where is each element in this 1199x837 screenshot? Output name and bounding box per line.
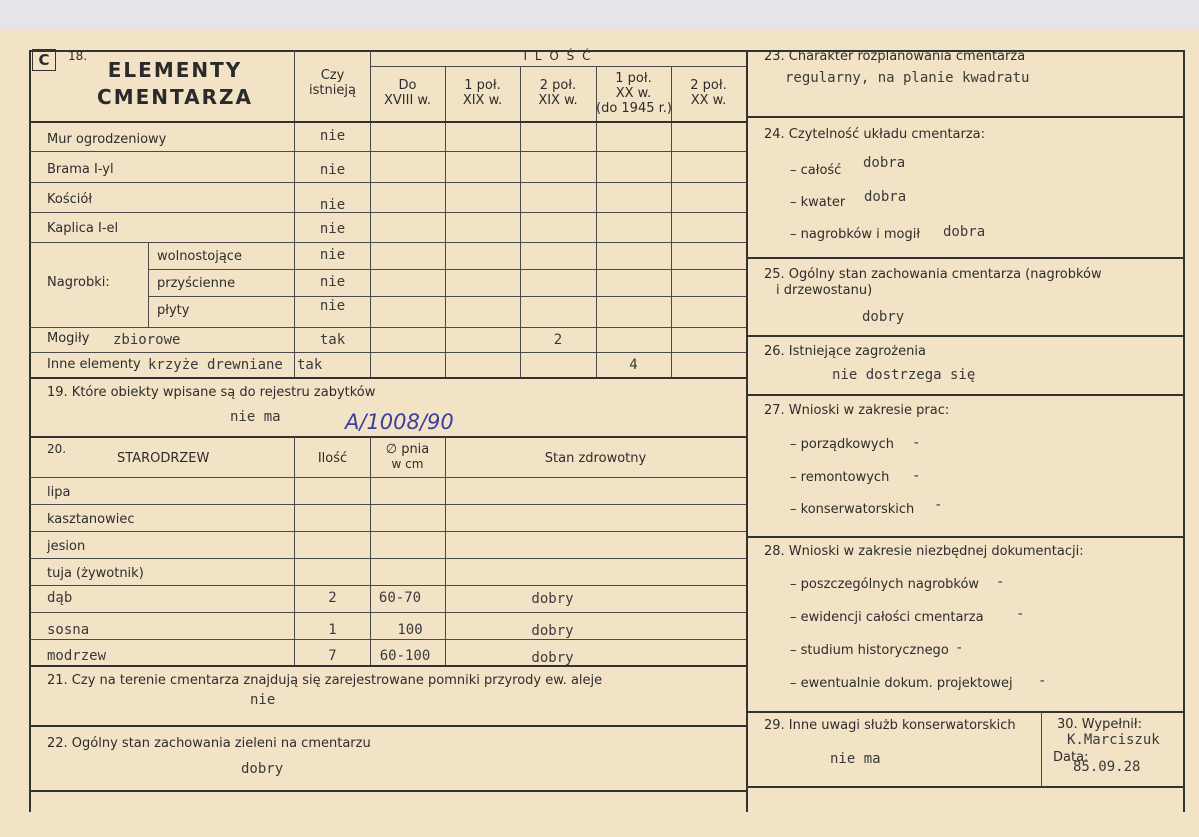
grid-line	[148, 269, 746, 270]
s29-value: nie ma	[830, 751, 881, 767]
s26-label: 26. Istniejące zagrożenia	[764, 344, 926, 359]
grid-line	[29, 182, 746, 183]
grid-line	[746, 257, 1184, 259]
period-header: 2 poł.	[539, 78, 577, 93]
grid-line	[29, 377, 746, 379]
grid-line	[29, 504, 746, 505]
grid-line	[746, 711, 1184, 713]
grid-line	[29, 477, 746, 478]
s20-number: 20.	[47, 442, 67, 456]
s28-item-label: – ewidencji całości cmentarza	[790, 610, 984, 625]
s24-item-value: dobra	[863, 155, 906, 171]
grid-line	[29, 558, 746, 559]
s27-item-value: -	[912, 468, 921, 484]
element-count: 4	[629, 357, 638, 373]
s22-label: 22. Ogólny stan zachowania zieleni na cmentarzu	[47, 736, 371, 751]
grid-line	[29, 639, 746, 640]
grid-line	[29, 531, 746, 532]
element-label: Inne elementy	[47, 357, 141, 372]
element-exists: nie	[319, 274, 346, 290]
s22-value: dobry	[241, 761, 284, 777]
s30-date: 85.09.28	[1073, 759, 1141, 775]
tree-count: 2	[328, 590, 337, 606]
element-sublabel: wolnostojące	[157, 249, 242, 264]
element-sublabel: przyścienne	[157, 276, 236, 291]
frame-left	[29, 50, 31, 812]
grid-line	[29, 436, 746, 438]
s25-label: i drzewostanu)	[776, 283, 873, 298]
s21-label: 21. Czy na terenie cmentarza znajdują się zarejestrowane pomniki przyrody ew. aleje	[47, 673, 603, 688]
element-label: Kaplica I-el	[47, 221, 119, 236]
grid-line	[746, 394, 1184, 396]
period-header: 1 poł.	[464, 78, 501, 93]
element-extra: krzyże drewniane	[148, 357, 283, 373]
s24-item-label: – całość	[790, 163, 842, 178]
ilosc-header: I L O Ś Ć	[523, 49, 593, 63]
s28-item-value: -	[1016, 606, 1025, 622]
grid-line	[29, 612, 746, 613]
s24-label: 24. Czytelność układu cmentarza:	[764, 127, 986, 142]
s20-title: STARODRZEW	[117, 451, 210, 466]
tree-diameter: 60-100	[379, 648, 431, 664]
s28-item-value: -	[996, 574, 1005, 590]
s27-item-value: -	[912, 435, 921, 451]
col-exists-label: Czy	[320, 68, 345, 83]
element-label: Kościół	[47, 192, 93, 207]
frame-middle	[746, 50, 748, 812]
tree-name: lipa	[47, 485, 71, 500]
s27-item-value: -	[934, 497, 943, 513]
grid-line	[29, 585, 746, 586]
section-number: 18.	[68, 49, 88, 63]
grid-line	[29, 212, 746, 213]
element-sublabel: płyty	[157, 303, 190, 318]
s27-item-label: – porządkowych	[790, 437, 894, 452]
tree-name: jesion	[47, 539, 86, 554]
grid-line	[294, 50, 295, 378]
s28-item-value: -	[955, 640, 964, 656]
s24-item-label: – kwater	[790, 195, 846, 210]
period-header: XVIII w.	[383, 93, 431, 108]
element-group-label: Nagrobki:	[47, 275, 110, 290]
grid-line	[29, 151, 746, 152]
grid-line	[746, 116, 1184, 118]
grid-line	[148, 242, 149, 328]
tree-state: dobry	[531, 591, 574, 607]
tree-name: kasztanowiec	[47, 512, 135, 527]
s24-item-label: – nagrobków i mogił	[790, 227, 921, 242]
grid-line	[29, 242, 746, 243]
element-exists: nie	[319, 247, 346, 263]
grid-line	[445, 66, 446, 378]
s30-name: K.Marciszuk	[1067, 732, 1160, 748]
grid-line	[746, 335, 1184, 337]
tree-name: sosna	[47, 622, 90, 638]
period-header: 2 poł.	[690, 78, 727, 93]
s27-label: 27. Wnioski w zakresie prac:	[764, 403, 950, 418]
element-exists: tak	[319, 332, 346, 348]
tree-diameter: 100	[397, 622, 423, 638]
card-code-box: C	[32, 49, 56, 71]
tree-state: dobry	[531, 623, 574, 639]
period-header: (do 1945 r.)	[596, 101, 672, 116]
period-header: XIX w.	[462, 93, 503, 108]
grid-line	[29, 121, 746, 123]
element-exists: nie	[319, 221, 346, 237]
col-diam-label: w cm	[391, 457, 424, 471]
element-label: Mur ogrodzeniowy	[47, 132, 167, 147]
col-exists-label: istnieją	[309, 83, 356, 98]
frame-bottom-left	[29, 790, 746, 792]
s28-item-label: – studium historycznego	[790, 643, 949, 658]
col-diam-label: ∅ pnia	[385, 442, 430, 457]
frame-right	[1183, 50, 1185, 812]
element-exists: nie	[319, 197, 346, 213]
tree-name: modrzew	[47, 648, 107, 664]
s29-label: 29. Inne uwagi służb konserwatorskich	[764, 718, 1016, 733]
s28-item-label: – poszczególnych nagrobków	[790, 577, 980, 592]
s23-label: 23. Charakter rozplanowania cmentarza	[764, 49, 1026, 64]
element-count: 2	[553, 332, 563, 348]
section-title-line2: CMENTARZA	[97, 85, 253, 109]
s19-value: nie ma	[230, 409, 281, 425]
grid-line	[29, 725, 746, 727]
s30-label: 30. Wypełnił:	[1057, 717, 1142, 732]
element-exists: tak	[297, 357, 323, 373]
s25-value: dobry	[862, 309, 905, 325]
period-header: XX w.	[690, 93, 727, 108]
tree-count: 7	[328, 648, 337, 664]
tree-name: tuja (żywotnik)	[47, 566, 144, 581]
period-header: XIX w.	[538, 93, 578, 108]
record-card	[0, 30, 1199, 837]
grid-line	[29, 327, 746, 328]
tree-count: 1	[328, 622, 337, 638]
element-label: Mogiły	[47, 331, 90, 346]
s28-label: 28. Wnioski w zakresie niezbędnej dokumentacji:	[764, 544, 1084, 559]
s28-item-value: -	[1038, 673, 1047, 689]
tree-state: dobry	[531, 650, 574, 666]
s21-value: nie	[250, 692, 276, 708]
frame-bottom-right	[746, 786, 1184, 788]
grid-line	[746, 536, 1184, 538]
s27-item-label: – konserwatorskich	[790, 502, 915, 517]
s24-item-value: dobra	[943, 224, 986, 240]
s25-label: 25. Ogólny stan zachowania cmentarza (nagrobków	[764, 267, 1102, 282]
grid-line	[29, 352, 746, 353]
element-extra: zbiorowe	[113, 332, 181, 348]
s30-date-label: Data:	[1053, 750, 1089, 765]
section-title-line1: ELEMENTY	[107, 58, 243, 82]
element-label: Brama I-yl	[47, 162, 114, 177]
grid-line	[1041, 711, 1042, 787]
element-exists: nie	[319, 128, 346, 144]
element-exists: nie	[319, 162, 346, 178]
grid-line	[148, 296, 746, 297]
period-header: XX w.	[615, 86, 652, 101]
s19-label: 19. Które obiekty wpisane są do rejestru zabytków	[47, 385, 376, 400]
s27-item-label: – remontowych	[790, 470, 890, 485]
col-state-label: Stan zdrowotny	[544, 451, 647, 466]
s23-value: regularny, na planie kwadratu	[785, 70, 1030, 86]
grid-line	[370, 66, 746, 67]
period-header: Do	[398, 78, 417, 93]
period-header: 1 poł.	[615, 71, 652, 86]
s24-item-value: dobra	[864, 189, 907, 205]
s28-item-label: – ewentualnie dokum. projektowej	[790, 676, 1013, 691]
s26-value: nie dostrzega się	[832, 367, 976, 383]
element-exists: nie	[319, 298, 346, 314]
tree-diameter: 60-70	[378, 590, 422, 606]
tree-name: dąb	[47, 590, 73, 606]
s19-handwritten: A/1008/90	[345, 410, 454, 434]
col-count-label: Ilość	[317, 451, 348, 466]
